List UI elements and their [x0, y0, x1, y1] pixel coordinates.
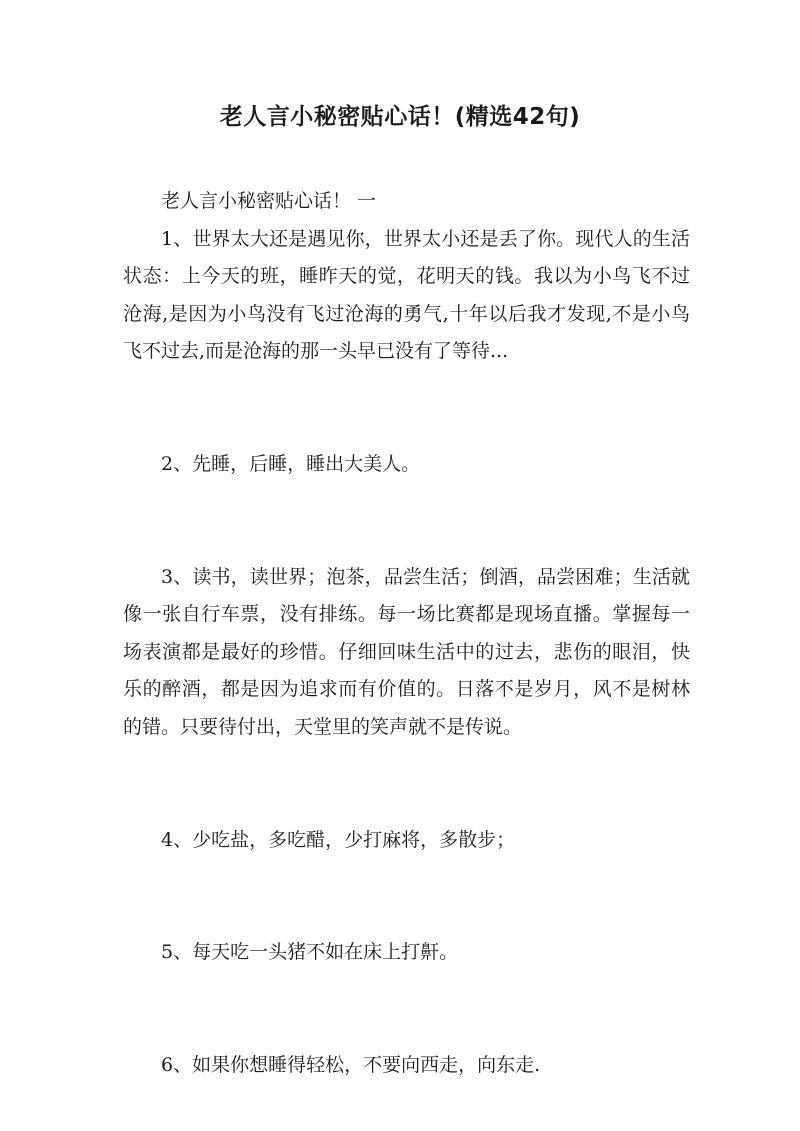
paragraph-spacer: [123, 371, 690, 446]
paragraph-spacer: [123, 972, 690, 1047]
paragraph-item-6: 6、如果你想睡得轻松，不要向西走，向东走.: [161, 1053, 541, 1076]
document-title: 老人言小秘密贴心话！(精选42句): [219, 104, 581, 130]
paragraph-item-2: 2、先睡，后睡，睡出大美人。: [161, 452, 421, 475]
paragraph-spacer: [123, 859, 690, 934]
paragraph-item-3: 3、读书，读世界；泡茶，品尝生活；倒酒，品尝困难；生活就像一张自行车票，没有排练。每一场比赛都是现场直播。掌握每一场表演都是最好的珍惜。仔细回味生活中的过去，悲伤的眼泪，快乐的醉酒，都是因为追求而有价值的。日落不是岁月，风不是树林的错。只要待付出，天堂里的笑声就不是传说。: [123, 565, 690, 738]
paragraph-spacer: [123, 484, 690, 559]
paragraph-item-1: 1、世界太大还是遇见你，世界太小还是丢了你。现代人的生活状态：上今天的班，睡昨天的觉，花明天的钱。我以为小鸟飞不过沧海,是因为小鸟没有飞过沧海的勇气,十年以后我才发现,不是小鸟飞不过去,而是沧海的那一头早已没有了等待...: [123, 227, 690, 363]
paragraph-item-5: 5、每天吃一头猪不如在床上打鼾。: [161, 941, 459, 964]
paragraph-heading: 老人言小秘密贴心话！ 一: [161, 190, 377, 212]
paragraph-item-4: 4、少吃盐，多吃醋，少打麻将，多散步；: [161, 828, 516, 851]
document-body: [123, 183, 690, 1084]
paragraph-spacer: [123, 747, 690, 822]
